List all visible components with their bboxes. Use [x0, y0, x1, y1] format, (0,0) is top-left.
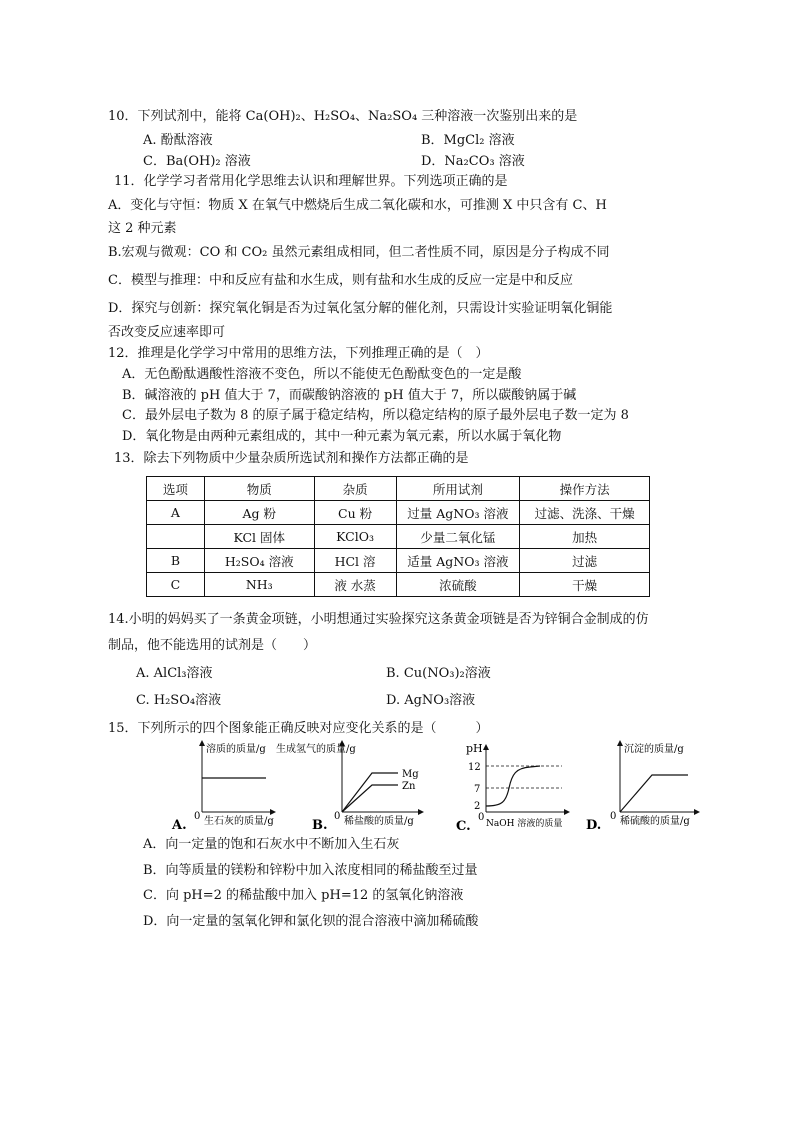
q11-stem: 11．化学学习者常用化学思维去认识和理解世界。下列选项正确的是: [114, 174, 508, 189]
graph-letter: C.: [456, 819, 471, 834]
graph-b-svg: [276, 740, 440, 833]
q12-option-b: B．碱溶液的 pH 值大于 7，而碳酸钠溶液的 pH 值大于 7，所以碳酸钠属于碱: [122, 388, 577, 403]
y-axis-label: 溶质的质量/g: [206, 744, 266, 755]
x-axis-arrow: [694, 809, 700, 815]
q11-option-b: B.宏观与微观：CO 和 CO₂ 虽然元素组成相同，但二者性质不同，原因是分子构成不同: [108, 245, 610, 260]
series-label-zn: Zn: [402, 781, 416, 792]
table-row: [147, 573, 650, 597]
q11-option-a-line2: 这 2 种元素: [108, 221, 177, 236]
table-row: [147, 549, 650, 573]
table-header: 物质: [204, 477, 314, 501]
table-cell: [147, 525, 205, 549]
q11-option-c: C．模型与推理：中和反应有盐和水生成，则有盐和水生成的反应一定是中和反应: [108, 273, 573, 288]
origin-label: 0: [194, 811, 201, 822]
table-cell: A: [147, 501, 205, 525]
q15-stem: 15．下列所示的四个图象能正确反映对应变化关系的是（ ）: [108, 721, 489, 736]
graph-d: [584, 740, 714, 833]
curve-zn: [342, 785, 398, 812]
table-cell: 浓硫酸: [396, 573, 520, 597]
x-axis-label: 稀硫酸的质量/g: [620, 816, 690, 827]
q12-option-d: D．氧化物是由两种元素组成的，其中一种元素为氧元素，所以水属于氧化物: [122, 429, 562, 444]
graph-letter: D.: [586, 818, 602, 833]
table-cell: NH₃: [204, 573, 314, 597]
graph-c: [454, 740, 584, 832]
tick-label: 7: [474, 784, 481, 795]
table-header: 选项: [147, 477, 205, 501]
q14-option-b: B. Cu(NO₃)₂溶液: [386, 666, 491, 681]
q10-option-c: C．Ba(OH)₂ 溶液: [143, 154, 251, 169]
y-axis-label: 生成氢气的质量/g: [276, 744, 356, 755]
table-cell: 加热: [520, 525, 650, 549]
table-header: 操作方法: [520, 477, 650, 501]
graph-letter: B.: [312, 818, 328, 833]
x-axis-label: 生石灰的质量/g: [204, 816, 274, 827]
x-axis-label: NaOH 溶液的质量: [486, 819, 563, 829]
table-cell: C: [147, 573, 205, 597]
q15-option-c: C．向 pH=2 的稀盐酸中加入 pH=12 的氢氧化钠溶液: [143, 888, 464, 903]
graph-d-svg: [584, 740, 714, 833]
table-cell: KClO₃: [314, 525, 396, 549]
q10-option-b: B．MgCl₂ 溶液: [421, 133, 515, 148]
table-cell: B: [147, 549, 205, 573]
x-axis-arrow: [418, 809, 424, 815]
impurity-table: [146, 476, 650, 597]
x-axis-arrow: [564, 809, 570, 815]
origin-label: 0: [334, 811, 341, 822]
table-header: 所用试剂: [396, 477, 520, 501]
graph-c-svg: [454, 740, 584, 832]
graph-b: [276, 740, 440, 833]
q11-option-a-line1: A．变化与守恒：物质 X 在氧气中燃烧后生成二氧化碳和水，可推测 X 中只含有 C、H: [108, 198, 607, 213]
q10-stem: 10．下列试剂中，能将 Ca(OH)₂、H₂SO₄、Na₂SO₄ 三种溶液一次鉴别出来的是: [108, 109, 578, 124]
series-label-mg: Mg: [402, 769, 419, 780]
q10-option-d: D．Na₂CO₃ 溶液: [421, 154, 525, 169]
curve-ph: [486, 766, 540, 806]
table-cell: H₂SO₄ 溶液: [204, 549, 314, 573]
table-cell: 过滤、洗涤、干燥: [520, 501, 650, 525]
table-cell: 适量 AgNO₃ 溶液: [396, 549, 520, 573]
tick-label: 2: [474, 801, 481, 812]
q14-option-d: D. AgNO₃溶液: [386, 693, 476, 708]
table-cell: HCl 溶: [314, 549, 396, 573]
q14-stem-line2: 制品，他不能选用的试剂是（ ）: [108, 638, 317, 653]
q14-option-c: C. H₂SO₄溶液: [136, 693, 222, 708]
q15-option-a: A．向一定量的饱和石灰水中不断加入生石灰: [143, 837, 400, 852]
q13-stem: 13．除去下列物质中少量杂质所选试剂和操作方法都正确的是: [114, 451, 469, 466]
y-axis-arrow: [483, 744, 489, 750]
y-axis-arrow: [199, 740, 205, 746]
y-axis-arrow: [617, 740, 623, 746]
table-cell: 过滤: [520, 549, 650, 573]
y-axis-label: 沉淀的质量/g: [624, 744, 684, 755]
curve-mg: [342, 773, 398, 812]
q11-option-d-line1: D．探究与创新：探究氧化铜是否为过氧化氢分解的催化剂，只需设计实验证明氧化铜能: [108, 301, 613, 316]
q12-option-c: C．最外层电子数为 8 的原子属于稳定结构，所以稳定结构的原子最外层电子数一定为 8: [122, 408, 629, 423]
table-row: [147, 525, 650, 549]
tick-label: 12: [468, 762, 481, 773]
x-axis-arrow: [270, 809, 276, 815]
q12-option-a: A．无色酚酞遇酸性溶液不变色，所以不能使无色酚酞变色的一定是酸: [122, 367, 522, 382]
q15-option-b: B．向等质量的镁粉和锌粉中加入浓度相同的稀盐酸至过量: [143, 863, 478, 878]
q14-stem-line1: 14.小明的妈妈买了一条黄金项链，小明想通过实验探究这条黄金项链是否为锌铜合金制成的仿: [108, 612, 649, 627]
q12-stem: 12．推理是化学学习中常用的思维方法，下列推理正确的是（ ）: [108, 346, 489, 361]
table-header-row: [147, 477, 650, 501]
table-cell: Cu 粉: [314, 501, 396, 525]
x-axis-label: 稀盐酸的质量/g: [344, 816, 414, 827]
table-cell: KCl 固体: [204, 525, 314, 549]
q15-option-d: D．向一定量的氢氧化钾和氯化钡的混合溶液中滴加稀硫酸: [143, 914, 479, 929]
table-cell: 液 水蒸: [314, 573, 396, 597]
table-header: 杂质: [314, 477, 396, 501]
table-cell: 干燥: [520, 573, 650, 597]
curve-precipitate: [620, 775, 688, 812]
table-cell: 过量 AgNO₃ 溶液: [396, 501, 520, 525]
q14-option-a: A. AlCl₃溶液: [136, 666, 213, 681]
y-axis-label: pH: [466, 742, 483, 755]
table-row: [147, 501, 650, 525]
graph-letter: A.: [172, 818, 187, 833]
q10-option-a: A. 酚酞溶液: [143, 133, 213, 148]
table-cell: 少量二氧化锰: [396, 525, 520, 549]
q11-option-d-line2: 否改变反应速率即可: [108, 325, 226, 340]
origin-label: 0: [610, 811, 617, 822]
table-cell: Ag 粉: [204, 501, 314, 525]
origin-label: 0: [478, 812, 485, 823]
